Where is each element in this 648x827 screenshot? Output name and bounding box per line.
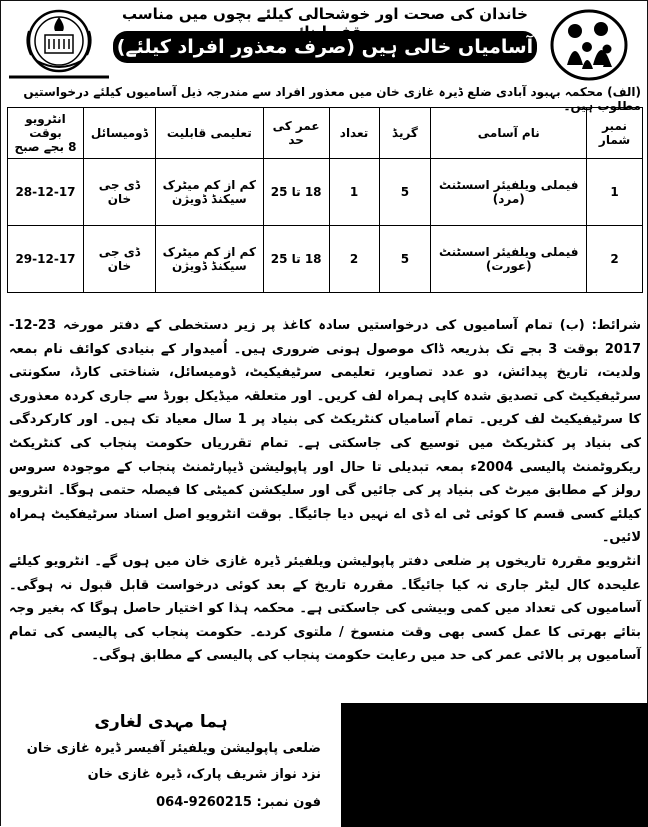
header-serial: نمبر شمار xyxy=(587,108,643,159)
qualification-line-1: کم از کم میٹرک xyxy=(162,245,256,259)
intro-text: (الف) محکمہ بہبود آبادی ضلع ڈیرہ غازی خان میں معذور افراد سے مندرجہ ذیل آسامیوں کیلئے درخواستیں مطلوب ہیں۔ xyxy=(23,85,641,113)
cell-serial: 1 xyxy=(587,159,643,226)
cell-qualification xyxy=(155,226,263,293)
cell-grade: 5 xyxy=(379,159,431,226)
header-interview-time: 8 بجے صبح xyxy=(14,140,77,154)
phone-line xyxy=(21,795,321,810)
cell-post: فیملی ویلفیئر اسسٹنٹ (عورت) xyxy=(431,226,587,293)
header-count: تعداد xyxy=(329,108,379,159)
cell-count: 2 xyxy=(329,226,379,293)
cell-age: 18 تا 25 xyxy=(263,226,329,293)
qualification-line-1: کم از کم میٹرک xyxy=(162,178,256,192)
phone-number: 064-9260215 xyxy=(156,795,252,810)
header-age: عمر کی حد xyxy=(263,108,329,159)
qualification-line-2: سیکنڈ ڈویژن xyxy=(171,259,247,273)
officer-designation: ضلعی پاپولیشن ویلفیئر آفیسر ڈیرہ غازی خان xyxy=(26,741,321,756)
cell-domicile: ڈی جی خان xyxy=(83,226,155,293)
table-row xyxy=(8,226,643,293)
cell-interview-date xyxy=(8,159,84,226)
header-post: نام آسامی xyxy=(431,108,587,159)
officer-name: ہما مہدی لغاری xyxy=(94,712,228,732)
cell-qualification xyxy=(155,159,263,226)
cell-serial: 2 xyxy=(587,226,643,293)
table-header-row xyxy=(8,108,643,159)
header-domicile: ڈومیسائل xyxy=(83,108,155,159)
population-welfare-logo xyxy=(549,7,629,81)
vacancies-table xyxy=(7,107,643,293)
header-qualification: تعلیمی قابلیت xyxy=(155,108,263,159)
terms-section xyxy=(9,314,641,668)
cell-domicile: ڈی جی خان xyxy=(83,159,155,226)
terms-paragraph: شرائط: (ب) تمام آسامیوں کی درخواستیں سادہ کاغذ پر زیر دستخطی کے دفتر مورخہ 23-12-2017 بوقت 3 بجے تک بذریعہ ڈاک موصول ہونی ضروری ہیں۔ اُمیدوار کے بنیادی کوائف نام بمعہ ولدیت، تاریخ پیدائش، دو عدد تصاویر، تعلیمی سرٹیفیکیٹ، ڈومیسائل، شناختی کارڈ، سکونتی سرٹیفیکیٹ کی تصدیق شدہ کاپی ہمراہ لف کریں۔ اور متعلقہ میڈیکل بورڈ سے جاری کردہ معذوری کا سرٹیفیکیٹ لف کریں۔ تمام آسامیاں کنٹریکٹ کی بنیاد پر 1 سال معیاد تک ہیں۔ اور کارکردگی کی بنیاد پر کنٹریکٹ میں توسیع کی جاسکتی ہے۔ تمام تقرریاں حکومت پنجاب کی کنٹریکٹ ریکروٹمنٹ پالیسی 2004ء بمعہ تبدیلی تا حال اور پاپولیشن ڈیپارٹمنٹ پنجاب کے موجودہ سروس رولز کے مطابق میرٹ کی بنیاد پر کی جائیں گی اور سلیکشن کمیٹی کا فیصلہ حتمی ہوگا۔ انٹرویو کیلئے کسی قسم کا کوئی ٹی اے ڈی اے نہیں دیا جائیگا۔ بوقت انٹرویو اصل اسناد سرٹیفکیٹ ہمراہ لائیں۔ xyxy=(9,318,641,546)
cell-count: 1 xyxy=(329,159,379,226)
cell-age: 18 تا 25 xyxy=(263,159,329,226)
interview-date: 29-12-17 xyxy=(15,252,76,266)
vacancies-banner: آسامیاں خالی ہیں (صرف معذور افراد کیلئے) xyxy=(113,31,537,63)
terms-paragraph: انٹرویو مقررہ تاریخوں پر ضلعی دفتر پاپولیشن ویلفیئر ڈیرہ غازی خان میں ہوں گے۔ انٹرویو کیلئے علیحدہ کال لیٹر جاری نہ کیا جائیگا۔ مقررہ تاریخ کے بعد کوئی درخواست قابل قبول نہ ہوگی۔ آسامیوں کی تعداد میں کمی وبیشی کی جاسکتی ہے۔ محکمہ ہذا کو اختیار حاصل ہوگا کہ بغیر وجہ بتائے بھرتی کا عمل کسی بھی وقت منسوخ / ملتوی کردے۔ حکومت پنجاب کی پالیسی کی تمام آسامیوں پر بالائی عمر کی حد میں رعایت حکومت پنجاب کی پالیسی کے مطابق ہوگی۔ xyxy=(9,553,641,664)
cell-post: فیملی ویلفیئر اسسٹنٹ (مرد) xyxy=(431,159,587,226)
signature-footer xyxy=(1,703,648,827)
qualification-line-2: سیکنڈ ڈویژن xyxy=(171,192,247,206)
cell-grade: 5 xyxy=(379,226,431,293)
family-health-tagline: خاندان کی صحت اور خوشحالی کیلئے بچوں میں مناسب xyxy=(122,5,528,23)
punjab-government-emblem xyxy=(7,3,111,83)
table-row xyxy=(8,159,643,226)
office-address: نزد نواز شریف پارک، ڈیرہ غازی خان xyxy=(87,767,321,782)
header-interview-label: انٹرویو بوقت xyxy=(25,112,66,140)
phone-label: فون نمبر: xyxy=(256,795,321,810)
cell-interview-date xyxy=(8,226,84,293)
interview-date: 28-12-17 xyxy=(15,185,76,199)
header-grade: گریڈ xyxy=(379,108,431,159)
header-interview xyxy=(8,108,84,159)
